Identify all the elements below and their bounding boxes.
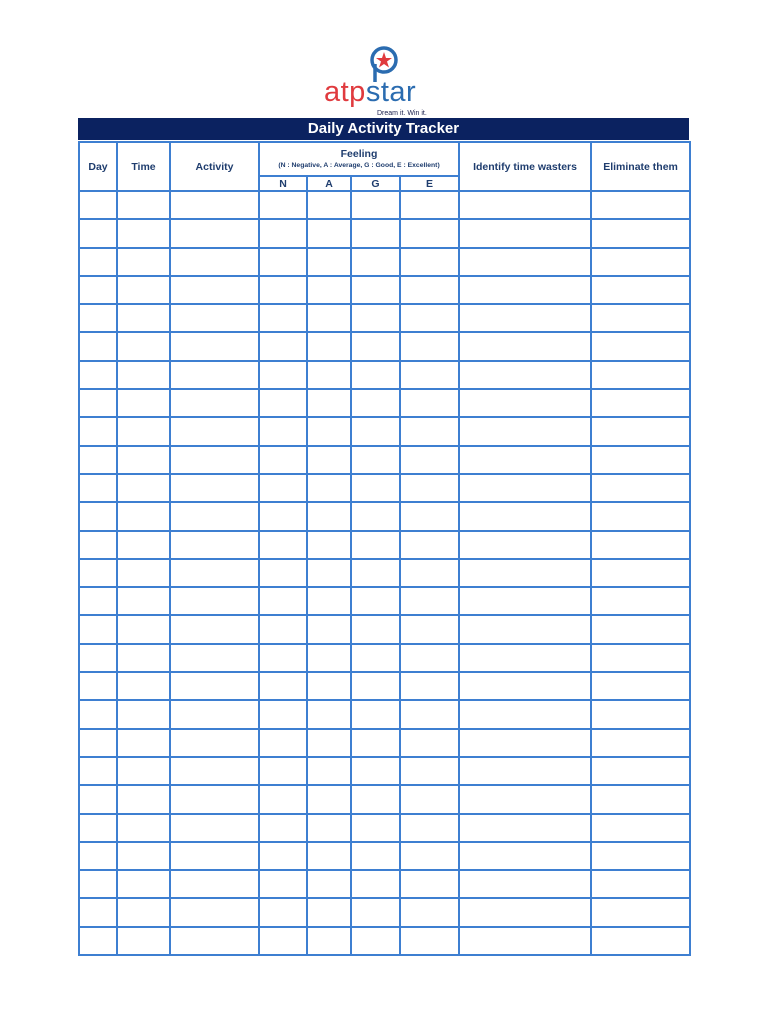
cell-day[interactable]	[79, 842, 117, 870]
cell-feeling-g[interactable]	[351, 559, 400, 587]
cell-day[interactable]	[79, 757, 117, 785]
cell-feeling-a[interactable]	[307, 615, 351, 643]
cell-identify[interactable]	[459, 417, 591, 445]
cell-feeling-g[interactable]	[351, 502, 400, 530]
cell-feeling-a[interactable]	[307, 757, 351, 785]
cell-feeling-e[interactable]	[400, 446, 459, 474]
cell-feeling-a[interactable]	[307, 191, 351, 219]
cell-feeling-n[interactable]	[259, 361, 307, 389]
cell-activity[interactable]	[170, 842, 259, 870]
cell-feeling-e[interactable]	[400, 276, 459, 304]
cell-day[interactable]	[79, 417, 117, 445]
cell-feeling-g[interactable]	[351, 474, 400, 502]
cell-time[interactable]	[117, 248, 170, 276]
cell-feeling-n[interactable]	[259, 898, 307, 926]
cell-feeling-g[interactable]	[351, 219, 400, 247]
cell-identify[interactable]	[459, 672, 591, 700]
table-row	[79, 389, 690, 417]
cell-feeling-n[interactable]	[259, 389, 307, 417]
cell-eliminate[interactable]	[591, 474, 690, 502]
cell-feeling-a[interactable]	[307, 276, 351, 304]
cell-feeling-g[interactable]	[351, 248, 400, 276]
cell-feeling-g[interactable]	[351, 531, 400, 559]
cell-identify[interactable]	[459, 332, 591, 360]
cell-identify[interactable]	[459, 870, 591, 898]
header-feeling	[259, 142, 459, 176]
cell-eliminate[interactable]	[591, 785, 690, 813]
cell-time[interactable]	[117, 446, 170, 474]
table-row	[79, 700, 690, 728]
cell-eliminate[interactable]	[591, 361, 690, 389]
cell-eliminate[interactable]	[591, 898, 690, 926]
cell-activity[interactable]	[170, 474, 259, 502]
cell-time[interactable]	[117, 502, 170, 530]
cell-feeling-a[interactable]	[307, 700, 351, 728]
cell-eliminate[interactable]	[591, 531, 690, 559]
cell-feeling-n[interactable]	[259, 474, 307, 502]
table-row	[79, 757, 690, 785]
cell-feeling-e[interactable]	[400, 615, 459, 643]
cell-time[interactable]	[117, 870, 170, 898]
cell-feeling-a[interactable]	[307, 389, 351, 417]
cell-feeling-e[interactable]	[400, 785, 459, 813]
cell-activity[interactable]	[170, 304, 259, 332]
cell-feeling-e[interactable]	[400, 927, 459, 955]
cell-day[interactable]	[79, 814, 117, 842]
cell-feeling-e[interactable]	[400, 502, 459, 530]
cell-time[interactable]	[117, 474, 170, 502]
cell-day[interactable]	[79, 672, 117, 700]
cell-identify[interactable]	[459, 531, 591, 559]
cell-identify[interactable]	[459, 898, 591, 926]
cell-feeling-a[interactable]	[307, 785, 351, 813]
cell-day[interactable]	[79, 248, 117, 276]
cell-feeling-n[interactable]	[259, 276, 307, 304]
cell-day[interactable]	[79, 474, 117, 502]
cell-activity[interactable]	[170, 417, 259, 445]
cell-time[interactable]	[117, 927, 170, 955]
cell-eliminate[interactable]	[591, 729, 690, 757]
cell-feeling-e[interactable]	[400, 814, 459, 842]
cell-feeling-g[interactable]	[351, 191, 400, 219]
cell-feeling-a[interactable]	[307, 870, 351, 898]
cell-identify[interactable]	[459, 559, 591, 587]
cell-feeling-e[interactable]	[400, 417, 459, 445]
cell-feeling-e[interactable]	[400, 332, 459, 360]
cell-identify[interactable]	[459, 219, 591, 247]
cell-time[interactable]	[117, 417, 170, 445]
header-eliminate-them: Eliminate them	[591, 142, 690, 191]
cell-time[interactable]	[117, 615, 170, 643]
cell-identify[interactable]	[459, 757, 591, 785]
cell-feeling-g[interactable]	[351, 615, 400, 643]
cell-identify[interactable]	[459, 644, 591, 672]
cell-activity[interactable]	[170, 814, 259, 842]
cell-identify[interactable]	[459, 446, 591, 474]
cell-feeling-n[interactable]	[259, 531, 307, 559]
cell-activity[interactable]	[170, 615, 259, 643]
cell-time[interactable]	[117, 332, 170, 360]
cell-activity[interactable]	[170, 531, 259, 559]
table-row	[79, 587, 690, 615]
table-row	[79, 814, 690, 842]
cell-feeling-g[interactable]	[351, 672, 400, 700]
cell-time[interactable]	[117, 531, 170, 559]
cell-time[interactable]	[117, 304, 170, 332]
cell-feeling-a[interactable]	[307, 644, 351, 672]
cell-feeling-e[interactable]	[400, 587, 459, 615]
cell-feeling-n[interactable]	[259, 191, 307, 219]
cell-activity[interactable]	[170, 927, 259, 955]
table-row	[79, 785, 690, 813]
tracker-body	[79, 191, 690, 955]
cell-feeling-a[interactable]	[307, 729, 351, 757]
cell-feeling-e[interactable]	[400, 700, 459, 728]
cell-identify[interactable]	[459, 700, 591, 728]
cell-feeling-n[interactable]	[259, 615, 307, 643]
cell-feeling-n[interactable]	[259, 248, 307, 276]
cell-eliminate[interactable]	[591, 332, 690, 360]
cell-identify[interactable]	[459, 276, 591, 304]
cell-feeling-n[interactable]	[259, 219, 307, 247]
cell-feeling-g[interactable]	[351, 361, 400, 389]
cell-feeling-n[interactable]	[259, 700, 307, 728]
cell-feeling-a[interactable]	[307, 559, 351, 587]
cell-identify[interactable]	[459, 729, 591, 757]
cell-time[interactable]	[117, 672, 170, 700]
table-row	[79, 615, 690, 643]
table-row	[79, 842, 690, 870]
cell-feeling-n[interactable]	[259, 729, 307, 757]
cell-day[interactable]	[79, 276, 117, 304]
cell-day[interactable]	[79, 502, 117, 530]
table-row	[79, 332, 690, 360]
cell-feeling-n[interactable]	[259, 446, 307, 474]
cell-activity[interactable]	[170, 559, 259, 587]
cell-time[interactable]	[117, 814, 170, 842]
cell-activity[interactable]	[170, 502, 259, 530]
cell-day[interactable]	[79, 332, 117, 360]
cell-feeling-a[interactable]	[307, 842, 351, 870]
cell-feeling-a[interactable]	[307, 446, 351, 474]
cell-eliminate[interactable]	[591, 814, 690, 842]
cell-feeling-a[interactable]	[307, 927, 351, 955]
header-activity: Activity	[170, 142, 259, 191]
cell-feeling-a[interactable]	[307, 898, 351, 926]
cell-feeling-a[interactable]	[307, 417, 351, 445]
cell-feeling-g[interactable]	[351, 332, 400, 360]
cell-day[interactable]	[79, 219, 117, 247]
feeling-title: Feeling	[340, 147, 378, 160]
cell-feeling-g[interactable]	[351, 757, 400, 785]
cell-time[interactable]	[117, 559, 170, 587]
logo-tagline: Dream it. Win it.	[377, 110, 427, 117]
cell-feeling-g[interactable]	[351, 644, 400, 672]
cell-eliminate[interactable]	[591, 672, 690, 700]
cell-feeling-a[interactable]	[307, 531, 351, 559]
table-row	[79, 531, 690, 559]
table-row	[79, 559, 690, 587]
cell-identify[interactable]	[459, 389, 591, 417]
cell-feeling-a[interactable]	[307, 474, 351, 502]
cell-activity[interactable]	[170, 389, 259, 417]
cell-feeling-e[interactable]	[400, 757, 459, 785]
cell-feeling-g[interactable]	[351, 700, 400, 728]
cell-feeling-n[interactable]	[259, 672, 307, 700]
cell-time[interactable]	[117, 757, 170, 785]
cell-eliminate[interactable]	[591, 587, 690, 615]
cell-feeling-e[interactable]	[400, 389, 459, 417]
cell-feeling-a[interactable]	[307, 502, 351, 530]
cell-feeling-g[interactable]	[351, 870, 400, 898]
cell-identify[interactable]	[459, 248, 591, 276]
page-title: Daily Activity Tracker	[78, 118, 689, 140]
cell-feeling-g[interactable]	[351, 785, 400, 813]
logo-prefix: atp	[324, 76, 366, 108]
cell-day[interactable]	[79, 191, 117, 219]
logo-suffix: star	[365, 76, 417, 108]
cell-feeling-a[interactable]	[307, 587, 351, 615]
cell-eliminate[interactable]	[591, 248, 690, 276]
cell-feeling-a[interactable]	[307, 672, 351, 700]
cell-eliminate[interactable]	[591, 191, 690, 219]
cell-day[interactable]	[79, 729, 117, 757]
header-time: Time	[117, 142, 170, 191]
table-row	[79, 898, 690, 926]
cell-time[interactable]	[117, 389, 170, 417]
cell-eliminate[interactable]	[591, 644, 690, 672]
cell-activity[interactable]	[170, 361, 259, 389]
cell-feeling-g[interactable]	[351, 587, 400, 615]
cell-identify[interactable]	[459, 502, 591, 530]
cell-identify[interactable]	[459, 927, 591, 955]
cell-feeling-g[interactable]	[351, 417, 400, 445]
table-row	[79, 191, 690, 219]
cell-time[interactable]	[117, 219, 170, 247]
cell-feeling-n[interactable]	[259, 587, 307, 615]
cell-activity[interactable]	[170, 332, 259, 360]
cell-feeling-a[interactable]	[307, 304, 351, 332]
cell-eliminate[interactable]	[591, 870, 690, 898]
cell-day[interactable]	[79, 587, 117, 615]
cell-feeling-n[interactable]	[259, 559, 307, 587]
cell-activity[interactable]	[170, 219, 259, 247]
cell-time[interactable]	[117, 729, 170, 757]
cell-day[interactable]	[79, 389, 117, 417]
cell-feeling-e[interactable]	[400, 729, 459, 757]
cell-activity[interactable]	[170, 898, 259, 926]
cell-feeling-e[interactable]	[400, 248, 459, 276]
atpstar-logo	[300, 40, 470, 120]
cell-feeling-a[interactable]	[307, 248, 351, 276]
cell-activity[interactable]	[170, 757, 259, 785]
cell-feeling-a[interactable]	[307, 814, 351, 842]
cell-eliminate[interactable]	[591, 446, 690, 474]
cell-identify[interactable]	[459, 615, 591, 643]
cell-identify[interactable]	[459, 191, 591, 219]
cell-feeling-e[interactable]	[400, 870, 459, 898]
cell-time[interactable]	[117, 898, 170, 926]
cell-activity[interactable]	[170, 587, 259, 615]
cell-eliminate[interactable]	[591, 757, 690, 785]
cell-eliminate[interactable]	[591, 927, 690, 955]
cell-activity[interactable]	[170, 729, 259, 757]
cell-feeling-e[interactable]	[400, 219, 459, 247]
cell-eliminate[interactable]	[591, 219, 690, 247]
cell-day[interactable]	[79, 531, 117, 559]
cell-day[interactable]	[79, 644, 117, 672]
cell-feeling-n[interactable]	[259, 785, 307, 813]
header-identify-time-wasters: Identify time wasters	[459, 142, 591, 191]
cell-day[interactable]	[79, 870, 117, 898]
cell-feeling-n[interactable]	[259, 757, 307, 785]
activity-tracker-table	[78, 141, 691, 956]
table-row	[79, 219, 690, 247]
cell-feeling-n[interactable]	[259, 644, 307, 672]
table-row	[79, 644, 690, 672]
cell-time[interactable]	[117, 785, 170, 813]
cell-feeling-e[interactable]	[400, 559, 459, 587]
cell-activity[interactable]	[170, 700, 259, 728]
cell-time[interactable]	[117, 700, 170, 728]
cell-eliminate[interactable]	[591, 559, 690, 587]
cell-identify[interactable]	[459, 304, 591, 332]
cell-feeling-e[interactable]	[400, 672, 459, 700]
table-row	[79, 417, 690, 445]
cell-feeling-e[interactable]	[400, 898, 459, 926]
cell-feeling-e[interactable]	[400, 644, 459, 672]
cell-feeling-e[interactable]	[400, 531, 459, 559]
cell-feeling-e[interactable]	[400, 304, 459, 332]
cell-identify[interactable]	[459, 785, 591, 813]
cell-activity[interactable]	[170, 644, 259, 672]
cell-eliminate[interactable]	[591, 502, 690, 530]
header-feeling-g: G	[351, 176, 400, 191]
cell-feeling-e[interactable]	[400, 842, 459, 870]
table-row	[79, 672, 690, 700]
cell-feeling-n[interactable]	[259, 870, 307, 898]
cell-eliminate[interactable]	[591, 842, 690, 870]
cell-time[interactable]	[117, 191, 170, 219]
cell-identify[interactable]	[459, 842, 591, 870]
cell-activity[interactable]	[170, 672, 259, 700]
cell-time[interactable]	[117, 276, 170, 304]
cell-time[interactable]	[117, 842, 170, 870]
cell-day[interactable]	[79, 559, 117, 587]
cell-day[interactable]	[79, 615, 117, 643]
table-row	[79, 729, 690, 757]
cell-feeling-n[interactable]	[259, 927, 307, 955]
cell-feeling-g[interactable]	[351, 927, 400, 955]
cell-feeling-e[interactable]	[400, 191, 459, 219]
table-row	[79, 248, 690, 276]
header-day: Day	[79, 142, 117, 191]
cell-day[interactable]	[79, 446, 117, 474]
cell-eliminate[interactable]	[591, 700, 690, 728]
header-feeling-e: E	[400, 176, 459, 191]
cell-time[interactable]	[117, 587, 170, 615]
cell-eliminate[interactable]	[591, 304, 690, 332]
cell-activity[interactable]	[170, 276, 259, 304]
cell-feeling-a[interactable]	[307, 219, 351, 247]
cell-activity[interactable]	[170, 870, 259, 898]
feeling-legend: (N : Negative, A : Average, G : Good, E : Excellent)	[278, 161, 440, 169]
cell-feeling-a[interactable]	[307, 361, 351, 389]
cell-day[interactable]	[79, 898, 117, 926]
cell-feeling-e[interactable]	[400, 474, 459, 502]
cell-activity[interactable]	[170, 191, 259, 219]
cell-identify[interactable]	[459, 474, 591, 502]
cell-day[interactable]	[79, 927, 117, 955]
cell-time[interactable]	[117, 644, 170, 672]
cell-feeling-a[interactable]	[307, 332, 351, 360]
cell-activity[interactable]	[170, 446, 259, 474]
cell-feeling-g[interactable]	[351, 389, 400, 417]
table-row	[79, 502, 690, 530]
cell-feeling-g[interactable]	[351, 729, 400, 757]
cell-feeling-n[interactable]	[259, 332, 307, 360]
cell-feeling-g[interactable]	[351, 898, 400, 926]
cell-day[interactable]	[79, 361, 117, 389]
table-row	[79, 446, 690, 474]
cell-feeling-n[interactable]	[259, 842, 307, 870]
cell-day[interactable]	[79, 700, 117, 728]
table-row	[79, 276, 690, 304]
cell-activity[interactable]	[170, 785, 259, 813]
cell-activity[interactable]	[170, 248, 259, 276]
table-row	[79, 870, 690, 898]
logo-wordmark	[324, 78, 416, 107]
cell-feeling-g[interactable]	[351, 304, 400, 332]
cell-time[interactable]	[117, 361, 170, 389]
cell-identify[interactable]	[459, 361, 591, 389]
header-feeling-n: N	[259, 176, 307, 191]
cell-eliminate[interactable]	[591, 389, 690, 417]
cell-feeling-g[interactable]	[351, 276, 400, 304]
cell-feeling-n[interactable]	[259, 417, 307, 445]
cell-identify[interactable]	[459, 587, 591, 615]
cell-feeling-e[interactable]	[400, 361, 459, 389]
cell-eliminate[interactable]	[591, 615, 690, 643]
cell-eliminate[interactable]	[591, 276, 690, 304]
header-feeling-a: A	[307, 176, 351, 191]
cell-feeling-g[interactable]	[351, 814, 400, 842]
cell-feeling-n[interactable]	[259, 304, 307, 332]
cell-feeling-g[interactable]	[351, 446, 400, 474]
cell-day[interactable]	[79, 785, 117, 813]
cell-day[interactable]	[79, 304, 117, 332]
table-row	[79, 927, 690, 955]
cell-identify[interactable]	[459, 814, 591, 842]
cell-eliminate[interactable]	[591, 417, 690, 445]
cell-feeling-n[interactable]	[259, 502, 307, 530]
table-row	[79, 304, 690, 332]
table-row	[79, 474, 690, 502]
table-row	[79, 361, 690, 389]
cell-feeling-g[interactable]	[351, 842, 400, 870]
cell-feeling-n[interactable]	[259, 814, 307, 842]
